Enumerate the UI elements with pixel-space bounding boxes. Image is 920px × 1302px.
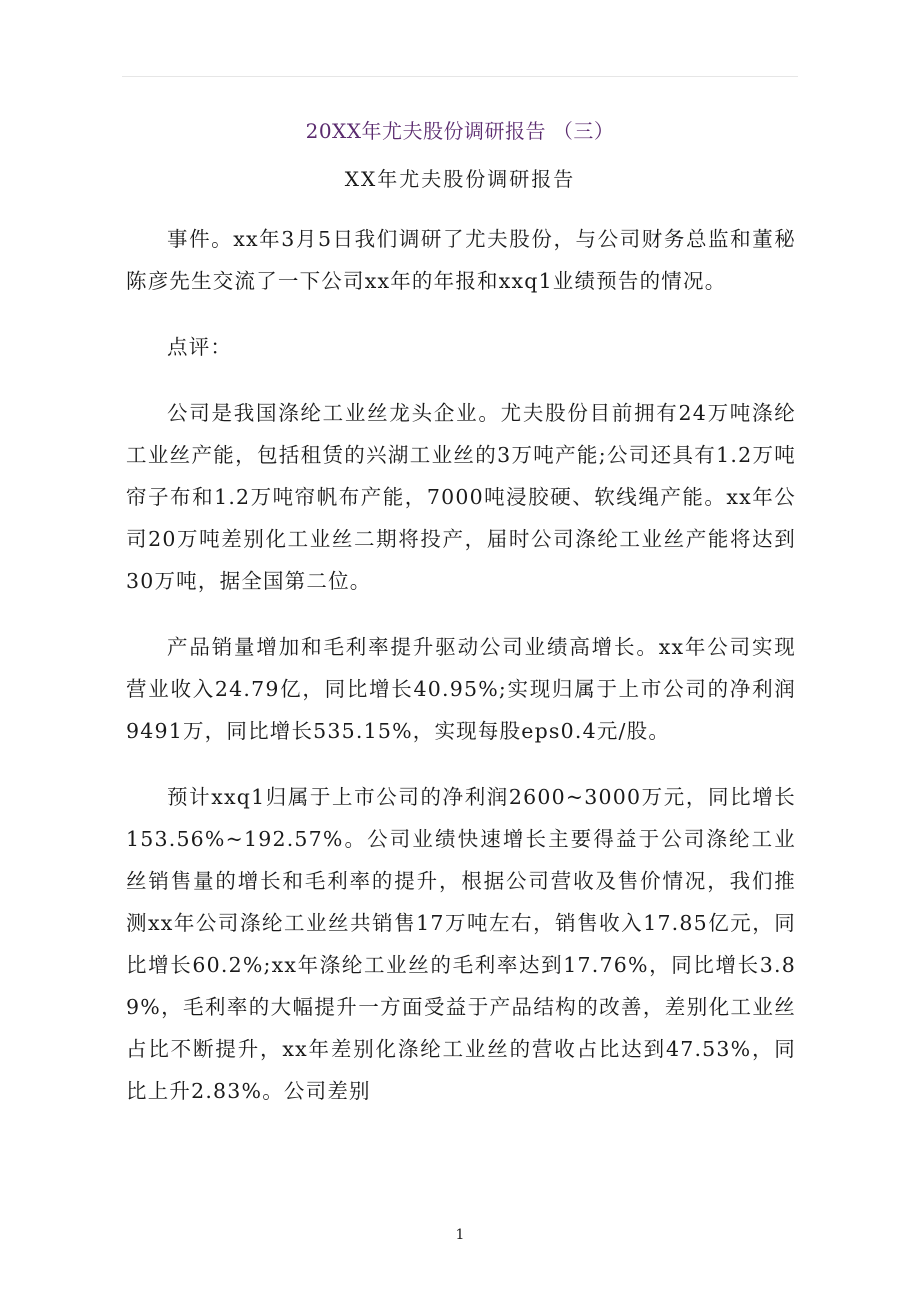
page-number: 1 bbox=[455, 1227, 465, 1243]
paragraph-event: 事件。xx年3月5日我们调研了尤夫股份，与公司财务总监和董秘陈彦先生交流了一下公司xx年的年报和xxq1业绩预告的情况。 bbox=[126, 227, 796, 293]
paragraph-comment-heading: 点评： bbox=[167, 335, 233, 359]
paragraph-company-overview: 公司是我国涤纶工业丝龙头企业。尤夫股份目前拥有24万吨涤纶工业丝产能，包括租赁的兴湖工业丝的3万吨产能;公司还具有1.2万吨帘子布和1.2万吨帘帆布产能，7000吨浸胶硬、软线绳产能。xx年公司20万吨差别化工业丝二期将投产，届时公司涤纶工业丝产能将达到30万吨，据全国第二位。 bbox=[126, 401, 796, 593]
paragraph-performance: 产品销量增加和毛利率提升驱动公司业绩高增长。xx年公司实现营业收入24.79亿，同比增长40.95%;实现归属于上市公司的净利润9491万，同比增长535.15%，实现每股eps0.4元/股。 bbox=[126, 635, 796, 743]
header-divider bbox=[122, 76, 798, 77]
paragraph-forecast: 预计xxq1归属于上市公司的净利润2600~3000万元，同比增长153.56%~192.57%。公司业绩快速增长主要得益于公司涤纶工业丝销售量的增长和毛利率的提升，根据公司营收及售价情况，我们推测xx年公司涤纶工业丝共销售17万吨左右，销售收入17.85亿元，同比增长60.2%;xx年涤纶工业丝的毛利率达到17.76%，同比增长3.89%，毛利率的大幅提升一方面受益于产品结构的改善，差别化工业丝占比不断提升，xx年差别化涤纶工业丝的营收占比达到47.53%，同比上升2.83%。公司差别 bbox=[126, 785, 796, 1103]
document-body bbox=[126, 218, 796, 1136]
document-subtitle: XX年尤夫股份调研报告 bbox=[344, 167, 576, 191]
document-title: 20XX年尤夫股份调研报告 （三） bbox=[305, 119, 615, 143]
